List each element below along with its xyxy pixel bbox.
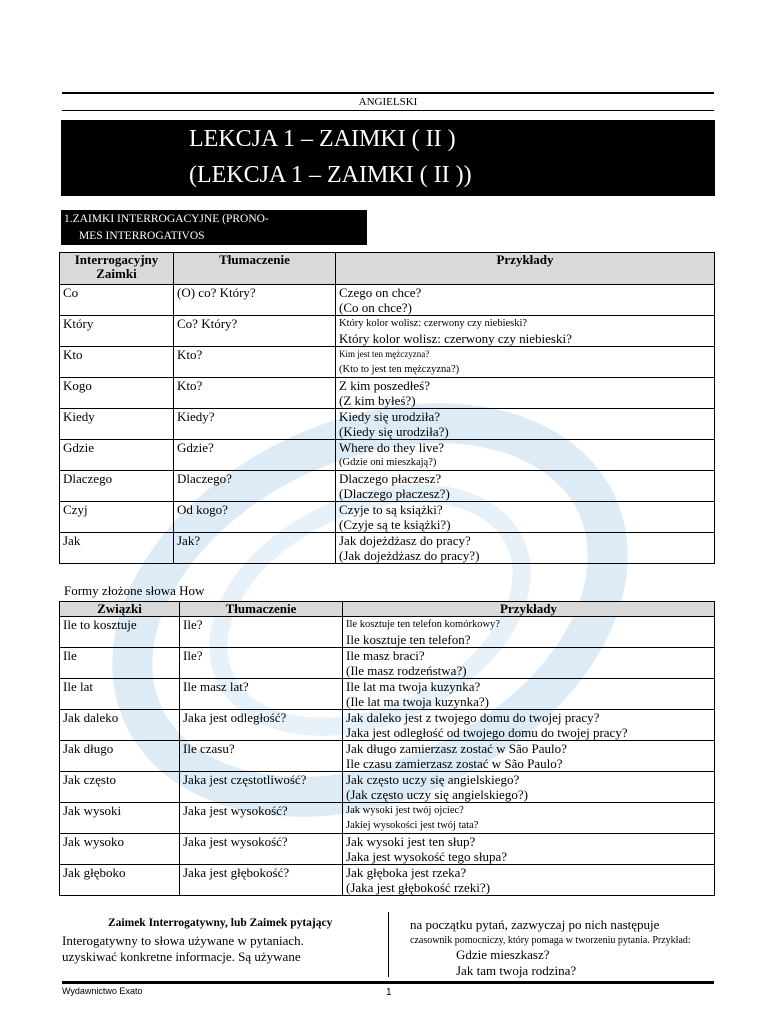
table-row (60, 803, 715, 834)
pronoun-cell: Kiedy (60, 409, 174, 440)
example-line: (Czyje są te książki?) (339, 517, 451, 532)
translation-cell: Jaka jest głębokość? (180, 865, 343, 896)
compound-forms-label: Formy złożone słowa How (64, 583, 205, 598)
example-line: (Kiedy się urodziła?) (339, 424, 449, 439)
example-cell (336, 285, 715, 316)
translation-cell: Jaka jest częstotliwość? (180, 772, 343, 803)
example-line: Z kim poszedłeś? (339, 378, 430, 393)
example-cell (343, 617, 715, 648)
example-line: (Jak dojeżdżasz do pracy?) (339, 548, 480, 563)
table-header-row (60, 602, 715, 617)
example-cell (343, 865, 715, 896)
example-line: Czyje to są książki? (339, 502, 443, 517)
table-header-row (60, 253, 715, 285)
example-cell (336, 440, 715, 471)
compound-cell: Jak często (60, 772, 180, 803)
example-cell (336, 409, 715, 440)
section-heading (61, 210, 367, 245)
translation-cell: Jaka jest wysokość? (180, 803, 343, 834)
example-line: Jak wysoki jest twój ojciec? (346, 805, 464, 816)
translation-cell: Kto? (174, 378, 336, 409)
pronoun-cell: Który (60, 316, 174, 347)
subject-header: ANGIELSKI (358, 96, 418, 108)
table-row (60, 285, 715, 316)
explanation-line: uzyskiwać konkretne informacje. Są używane (62, 949, 301, 964)
example-cell (343, 772, 715, 803)
compound-cell: Ile to kosztuje (60, 617, 180, 648)
translation-cell: Jaka jest wysokość? (180, 834, 343, 865)
example-line: Jaka jest wysokość tego słupa? (346, 849, 508, 864)
example-line: (Gdzie oni mieszkają?) (339, 457, 437, 468)
table-row (60, 533, 715, 564)
column-divider (388, 912, 389, 977)
example-line: (Ile masz rodzeństwa?) (346, 663, 467, 678)
pronoun-cell: Co (60, 285, 174, 316)
compound-cell: Ile lat (60, 679, 180, 710)
footer-rule (62, 981, 714, 984)
translation-cell: Od kogo? (174, 502, 336, 533)
example-line: (Co on chce?) (339, 300, 412, 315)
table-row (60, 409, 715, 440)
table-row (60, 440, 715, 471)
compound-forms-table (59, 601, 715, 896)
translation-cell: Jaka jest odległość? (180, 710, 343, 741)
example-question: Jak tam twoja rodzina? (456, 963, 577, 978)
translation-cell: Co? Który? (174, 316, 336, 347)
table-row (60, 741, 715, 772)
example-line: Który kolor wolisz: czerwony czy niebieski? (339, 331, 572, 346)
example-line: (Ile lat ma twoja kuzynka?) (346, 694, 489, 709)
translation-cell: Dlaczego? (174, 471, 336, 502)
translation-cell: (O) co? Który? (174, 285, 336, 316)
top-rule (62, 92, 714, 94)
example-line: Jak często uczy się angielskiego? (346, 772, 520, 787)
example-line: (Jak często uczy się angielskiego?) (346, 787, 528, 802)
example-cell (336, 502, 715, 533)
pronoun-cell: Gdzie (60, 440, 174, 471)
example-line: Jak głęboka jest rzeka? (346, 865, 467, 880)
table-row (60, 865, 715, 896)
example-line: Ile lat ma twoja kuzynka? (346, 679, 481, 694)
compound-cell: Ile (60, 648, 180, 679)
example-line: Który kolor wolisz: czerwony czy niebieski? (339, 318, 528, 329)
example-line: Kim jest ten mężczyzna? (339, 349, 430, 359)
lesson-title: LEKCJA 1 – ZAIMKI ( II ) (189, 126, 456, 152)
pronoun-cell: Kto (60, 347, 174, 378)
compound-cell: Jak wysoko (60, 834, 180, 865)
example-cell (336, 471, 715, 502)
example-line: Jaka jest odległość od twojego domu do twojej pracy? (346, 725, 628, 740)
example-line: Jakiej wysokości jest twój tata? (346, 820, 479, 831)
example-line: Dlaczego płaczesz? (339, 471, 442, 486)
translation-cell: Ile masz lat? (180, 679, 343, 710)
section-heading-line2: MES INTERROGATIVOS (79, 230, 205, 242)
pronoun-cell: Jak (60, 533, 174, 564)
compound-cell: Jak wysoki (60, 803, 180, 834)
pronoun-cell: Czyj (60, 502, 174, 533)
column-header: Tłumaczenie (180, 602, 343, 617)
table-row (60, 710, 715, 741)
table-row (60, 617, 715, 648)
column-header: Interrogacyjny Zaimki (60, 253, 174, 285)
example-cell (336, 347, 715, 378)
example-line: Ile czasu zamierzasz zostać w São Paulo? (346, 756, 563, 771)
page-number: 1 (386, 987, 392, 998)
section-heading-line1: 1.ZAIMKI INTERROGACYJNE (PRONO- (64, 213, 269, 225)
example-line: Kiedy się urodziła? (339, 409, 441, 424)
translation-cell: Kto? (174, 347, 336, 378)
explanation-heading: Zaimek Interrogatywny, lub Zaimek pytający (108, 917, 333, 929)
table-row (60, 471, 715, 502)
translation-cell: Ile? (180, 648, 343, 679)
table-row (60, 834, 715, 865)
example-question: Gdzie mieszkasz? (456, 947, 550, 962)
example-cell (336, 533, 715, 564)
table-row (60, 648, 715, 679)
translation-cell: Kiedy? (174, 409, 336, 440)
compound-cell: Jak długo (60, 741, 180, 772)
table-row (60, 502, 715, 533)
table-row (60, 347, 715, 378)
header-rule (62, 110, 714, 111)
compound-cell: Jak głęboko (60, 865, 180, 896)
translation-cell: Jak? (174, 533, 336, 564)
example-cell (343, 834, 715, 865)
table-row (60, 378, 715, 409)
example-line: (Z kim byłeś?) (339, 393, 416, 408)
example-cell (336, 378, 715, 409)
example-line: Jak wysoki jest ten słup? (346, 834, 476, 849)
example-line: Where do they live? (339, 440, 445, 455)
example-line: Ile kosztuje ten telefon? (346, 632, 471, 647)
translation-cell: Gdzie? (174, 440, 336, 471)
example-line: Jak długo zamierzasz zostać w São Paulo? (346, 741, 567, 756)
example-line: Ile masz braci? (346, 648, 425, 663)
title-band (61, 120, 715, 196)
publisher-name: Wydawnictwo Exato (62, 986, 143, 996)
example-cell (336, 316, 715, 347)
lesson-subtitle: (LEKCJA 1 – ZAIMKI ( II )) (189, 162, 472, 188)
column-header: Przykłady (343, 602, 715, 617)
example-cell (343, 741, 715, 772)
pronoun-cell: Kogo (60, 378, 174, 409)
explanation-line: Interogatywny to słowa używane w pytaniach. (62, 933, 304, 948)
table-row (60, 316, 715, 347)
example-line: Ile kosztuje ten telefon komórkowy? (346, 619, 500, 630)
example-cell (343, 679, 715, 710)
example-cell (343, 710, 715, 741)
example-line: Jak daleko jest z twojego domu do twojej pracy? (346, 710, 600, 725)
example-line: Czego on chce? (339, 285, 422, 300)
compound-cell: Jak daleko (60, 710, 180, 741)
example-line: (Dlaczego płaczesz?) (339, 486, 450, 501)
pronouns-table (59, 252, 715, 564)
translation-cell: Ile czasu? (180, 741, 343, 772)
explanation-line: czasownik pomocniczy, który pomaga w tworzeniu pytania. Przykład: (410, 935, 691, 946)
column-header: Tłumaczenie (174, 253, 336, 285)
example-line: (Jaka jest głębokość rzeki?) (346, 880, 491, 895)
translation-cell: Ile? (180, 617, 343, 648)
example-cell (343, 648, 715, 679)
example-cell (343, 803, 715, 834)
example-line: (Kto to jest ten mężczyzna?) (339, 364, 460, 375)
column-header: Przykłady (336, 253, 715, 285)
pronoun-cell: Dlaczego (60, 471, 174, 502)
explanation-line: na początku pytań, zazwyczaj po nich następuje (410, 917, 660, 932)
example-line: Jak dojeżdżasz do pracy? (339, 533, 471, 548)
table-row (60, 772, 715, 803)
table-row (60, 679, 715, 710)
column-header: Związki (60, 602, 180, 617)
